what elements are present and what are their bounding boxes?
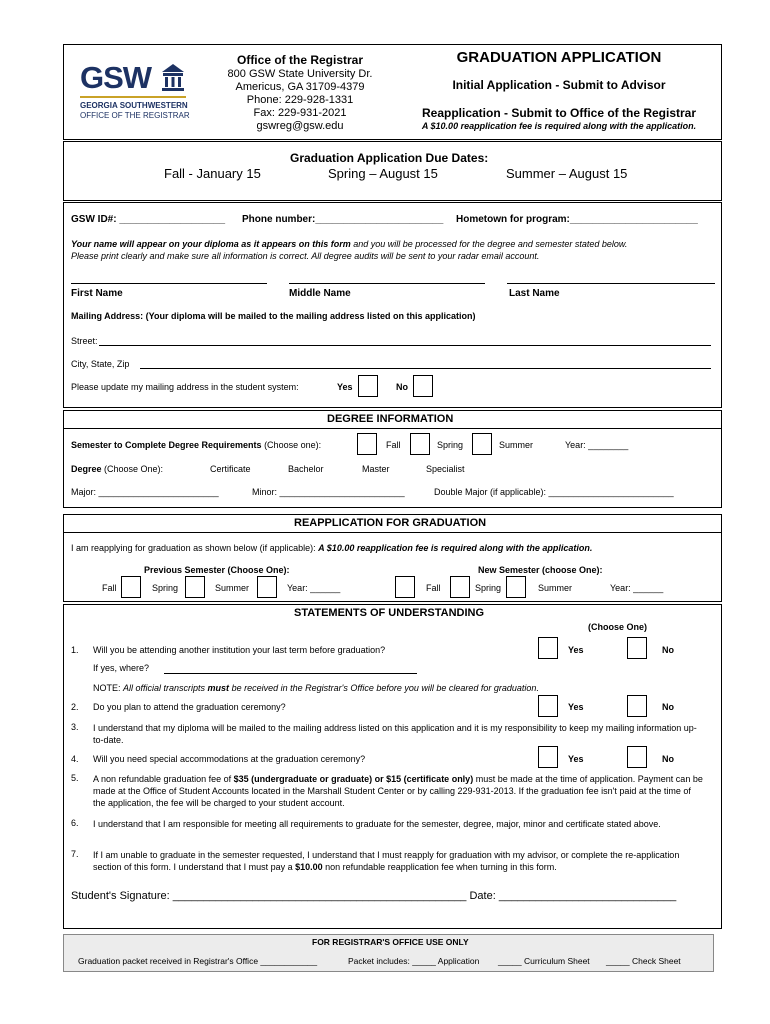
due-date-fall: Fall - January 15 [164,166,261,181]
name-notice-rest: and you will be processed for the degree and semester stated below. [350,239,628,249]
degree-label-rest: (Choose One): [101,464,164,474]
semester-spring-checkbox[interactable] [410,433,430,455]
q4-yes-checkbox[interactable] [538,746,558,768]
q1-text: Will you be attending another institution your last term before graduation? [93,645,386,655]
office-use-heading: FOR REGISTRAR'S OFFICE USE ONLY [312,937,469,947]
note-part-b: be received in the Registrar's Office before you will be cleared for graduation. [229,683,539,693]
q3-number: 3. [71,722,79,732]
reapplication-heading-rule [63,532,722,533]
q3-text: I understand that my diploma will be mailed to the mailing address listed on this application and it is my responsibility to keep my mailing information up-to-date. [93,723,697,745]
packet-check-sheet[interactable]: _____ Check Sheet [606,956,681,966]
packet-curriculum-sheet[interactable]: _____ Curriculum Sheet [498,956,590,966]
note-prefix: NOTE: [93,683,124,693]
semester-fall-label: Fall [386,440,401,450]
previous-semester-label: Previous Semester (Choose One): [144,565,290,575]
due-date-summer: Summer – August 15 [506,166,628,181]
logo-divider [80,96,186,98]
q7-fee-bold: $10.00 [295,862,323,872]
q4-number: 4. [71,754,79,764]
new-fall-label: Fall [426,583,441,593]
q7-text [93,849,705,873]
address-line-2: Americus, GA 31709-4379 [235,81,365,93]
q4-no-checkbox[interactable] [627,746,647,768]
semester-spring-label: Spring [437,440,464,450]
street-input[interactable] [99,345,711,346]
prev-fall-checkbox[interactable] [121,576,141,598]
q1-no-checkbox[interactable] [627,637,647,659]
degree-bachelor-option[interactable]: Bachelor [288,464,324,474]
new-spring-checkbox[interactable] [450,576,470,598]
update-address-question: Please update my mailing address in the student system: [71,382,299,392]
update-no-checkbox[interactable] [413,375,433,397]
q1-where-label: If yes, where? [93,663,150,673]
logo-subtitle-1: GEORGIA SOUTHWESTERN [80,101,188,110]
q2-yes-checkbox[interactable] [538,695,558,717]
new-spring-label: Spring [475,583,502,593]
q1-where-input[interactable] [164,673,417,674]
first-name-input[interactable] [71,283,267,284]
name-notice-bold: Your name will appear on your diploma as it appears on this form [71,239,351,249]
reapplication-statement [71,543,592,553]
office-title: Office of the Registrar [236,53,364,67]
prev-summer-checkbox[interactable] [257,576,277,598]
last-name-label: Last Name [509,288,560,299]
new-semester-label: New Semester (choose One): [478,565,603,575]
q2-no-checkbox[interactable] [627,695,647,717]
name-notice-line2: Please print clearly and make sure all information is correct. All degree audits will be sent to your radar email account. [71,251,540,261]
semester-year-field[interactable]: Year: ________ [565,440,629,450]
name-notice [71,239,627,249]
middle-name-input[interactable] [289,283,485,284]
semester-label [71,440,321,450]
update-yes-label: Yes [337,382,353,392]
minor-field[interactable]: Minor: _________________________ [252,487,405,497]
packet-includes-application[interactable]: Packet includes: _____ Application [348,956,480,966]
degree-certificate-option[interactable]: Certificate [210,464,251,474]
student-info-box [63,202,722,408]
q5-number: 5. [71,773,79,783]
reapplication-statement-plain: I am reapplying for graduation as shown below (if applicable): [71,543,319,553]
q5-fee-bold: $35 (undergraduate or graduate) or $15 (certificate only) [233,774,474,784]
form-title: GRADUATION APPLICATION [456,49,662,66]
new-fall-checkbox[interactable] [395,576,415,598]
q7-number: 7. [71,849,79,859]
q7-part-b: non refundable reapplication fee when turning in this form. [322,862,557,872]
double-major-field[interactable]: Double Major (if applicable): _________________________ [434,487,674,497]
q1-no-label: No [662,645,674,655]
building-icon [160,62,186,92]
q4-no-label: No [662,754,674,764]
prev-spring-checkbox[interactable] [185,576,205,598]
q5-text [93,773,705,809]
q6-text: I understand that I am responsible for meeting all requirements to graduate for the semester, degree, major, minor and certificate stated above. [93,819,661,829]
major-field[interactable]: Major: ________________________ [71,487,219,497]
q2-number: 2. [71,702,79,712]
due-dates-title: Graduation Application Due Dates: [290,151,489,165]
reapplication-submit: Reapplication - Submit to Office of the Registrar [421,106,697,120]
hometown-field[interactable]: Hometown for program:_______________________ [456,214,698,225]
degree-label-bold: Degree [71,464,102,474]
q1-yes-checkbox[interactable] [538,637,558,659]
gsw-id-field[interactable]: GSW ID#: ___________________ [71,214,226,225]
q5-part-b: must be made at the time of application. Payment can be made at the Office of Student Accounts located in the Marshall Student Center or by calling 229-931-2013. If the graduation fee isn't paid at the time of the application, the fee will be charged to your student account. [93,774,703,808]
prev-fall-label: Fall [102,583,117,593]
semester-fall-checkbox[interactable] [357,433,377,455]
first-name-label: First Name [71,288,123,299]
q1-number: 1. [71,645,79,655]
logo-text: GSW [80,60,152,95]
phone-line: Phone: 229-928-1331 [246,94,354,106]
signature-date-line[interactable]: Student's Signature: ________________________________________________ Date: _____________________________ [71,890,677,902]
city-label: City, State, Zip [71,359,130,369]
q2-text: Do you plan to attend the graduation ceremony? [93,702,286,712]
q1-yes-label: Yes [568,645,584,655]
prev-spring-label: Spring [152,583,179,593]
semester-summer-label: Summer [499,440,534,450]
degree-master-option[interactable]: Master [362,464,390,474]
mailing-heading: Mailing Address: (Your diploma will be mailed to the mailing address listed on this application) [71,311,476,321]
new-year-field[interactable]: Year: ______ [610,583,664,593]
form-title-block [398,48,720,132]
semester-label-rest: (Choose one): [261,440,322,450]
initial-application: Initial Application - Submit to Advisor [452,78,666,92]
degree-label [71,464,163,474]
prev-summer-label: Summer [215,583,250,593]
email-line: gswreg@gsw.edu [256,120,344,132]
logo-subtitle-2: OFFICE OF THE REGISTRAR [80,111,190,120]
office-address [208,52,392,133]
q2-yes-label: Yes [568,702,584,712]
q6-number: 6. [71,818,79,828]
choose-one-label: (Choose One) [588,622,648,632]
update-yes-checkbox[interactable] [358,375,378,397]
q2-no-label: No [662,702,674,712]
due-date-spring: Spring – August 15 [328,166,438,181]
degree-specialist-option[interactable]: Specialist [426,464,465,474]
q4-text: Will you need special accommodations at the graduation ceremony? [93,754,366,764]
reapplication-fee-note: A $10.00 reapplication fee is required along with the application. [421,121,697,131]
q5-part-a: A non refundable graduation fee of [93,774,234,784]
q4-yes-label: Yes [568,754,584,764]
note-must: must [207,683,230,693]
gsw-logo [80,60,190,124]
note-part-a: All official transcripts [123,683,208,693]
middle-name-label: Middle Name [289,288,351,299]
degree-heading-rule [63,428,722,429]
update-no-label: No [396,382,408,392]
transcript-note [93,683,539,693]
semester-label-bold: Semester to Complete Degree Requirements [71,440,262,450]
new-summer-label: Summer [538,583,573,593]
street-label: Street: [71,336,98,346]
degree-info-heading: DEGREE INFORMATION [327,413,454,425]
packet-received-field[interactable]: Graduation packet received in Registrar's Office ____________ [78,956,318,966]
prev-year-field[interactable]: Year: ______ [287,583,341,593]
address-line-1: 800 GSW State University Dr. [227,68,373,80]
phone-field[interactable]: Phone number:_______________________ [242,214,444,225]
fax-line: Fax: 229-931-2021 [253,107,347,119]
reapplication-heading: REAPPLICATION FOR GRADUATION [294,517,487,529]
new-summer-checkbox[interactable] [506,576,526,598]
q7-part-a: If I am unable to graduate in the semester requested, I understand that I must reapply for graduation with my advisor, or complete the re-application section of this form. I understand that I must pay a [93,850,680,872]
reapplication-statement-bold: A $10.00 reapplication fee is required along with the application. [318,543,593,553]
semester-summer-checkbox[interactable] [472,433,492,455]
statements-heading: STATEMENTS OF UNDERSTANDING [294,607,485,619]
last-name-input[interactable] [507,283,715,284]
city-input[interactable] [140,368,711,369]
